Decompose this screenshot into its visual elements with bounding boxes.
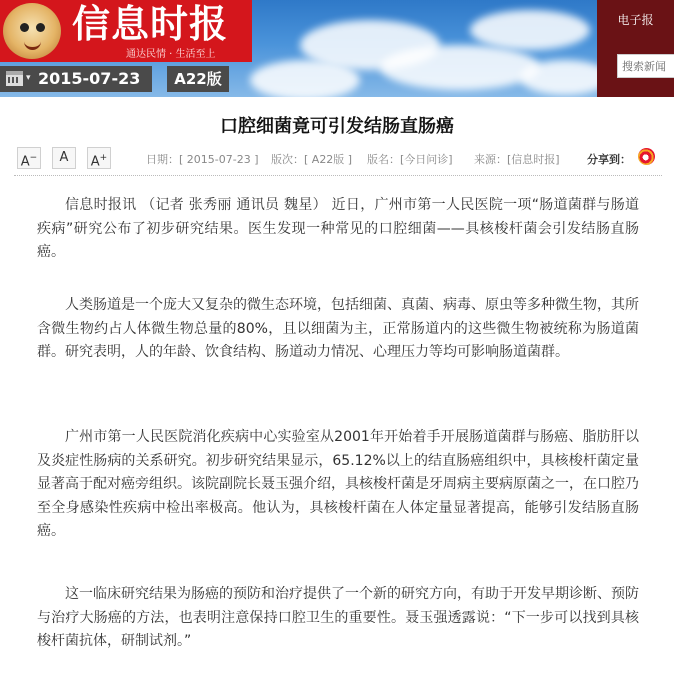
font-normal-button[interactable]: A: [52, 147, 76, 169]
font-decrease-button[interactable]: A−: [17, 147, 41, 169]
calendar-icon: [6, 71, 23, 86]
cloud-decoration: [250, 60, 360, 97]
issue-date: 2015-07-23: [38, 69, 141, 88]
cloud-decoration: [470, 10, 590, 50]
meta-date: 日期：[ 2015-07-23 ]: [146, 153, 259, 166]
font-increase-button[interactable]: A+: [87, 147, 111, 169]
logo-slogan: 通达民情 · 生活至上: [126, 49, 216, 60]
article-paragraph: 广州市第一人民医院消化疾病中心实验室从2001年开始着手开展肠道菌群与肠癌、脂肪肝以及炎症性肠病的关系研究。初步研究结果显示，65.12%以上的结直肠癌组织中，具核梭杆菌定量显著高于配对癌旁组织。该院副院长聂玉强介绍，具核梭杆菌是牙周病主要病原菌之一，在口腔乃至全身感染性疾病中检出率极高。他认为，具核梭杆菌在人体定量显著提高，能够引发结肠直肠癌。: [37, 429, 639, 539]
cloud-decoration: [380, 45, 540, 90]
epaper-link[interactable]: 电子报: [617, 13, 654, 27]
article-paragraph: 这一临床研究结果为肠癌的预防和治疗提供了一个新的研究方向，有助于开发早期诊断、预防与治疗大肠癌的方法，也表明注意保持口腔卫生的重要性。聂玉强透露说：“下一步可以找到具核梭杆菌抗体，研制试剂。”: [37, 586, 639, 649]
article-paragraph: 信息时报讯 （记者 张秀丽 通讯员 魏星） 近日，广州市第一人民医院一项“肠道菌群与肠道疾病”研究公布了初步研究结果。医生发现一种常见的口腔细菌——具核梭杆菌会引发结肠直肠癌。: [37, 197, 639, 260]
meta-section: 版名：[今日问诊]: [367, 153, 453, 166]
share-label: 分享到：: [587, 153, 631, 166]
meta-source: 来源：[信息时报]: [474, 153, 560, 166]
meta-edition: 版次：[ A22版 ]: [271, 153, 353, 166]
search-input[interactable]: [617, 54, 674, 78]
article-paragraph: 人类肠道是一个庞大又复杂的微生态环境，包括细菌、真菌、病毒、原虫等多种微生物，其所含微生物约占人体微生物总量的80%，且以细菌为主，正常肠道内的这些微生物被统称为肠道菌群。研究表明，人的年龄、饮食结构、肠道动力情况、心理压力等均可影响肠道菌群。: [37, 297, 639, 360]
chevron-down-icon: ▾: [26, 73, 31, 83]
date-selector[interactable]: [0, 66, 152, 92]
logo-title: 信息时报: [72, 1, 229, 46]
weibo-icon[interactable]: [638, 148, 655, 165]
mascot-icon: [3, 3, 61, 59]
page-selector[interactable]: A22版: [167, 66, 229, 92]
header-banner: [0, 0, 674, 97]
side-panel: [597, 0, 674, 97]
divider: [14, 175, 662, 176]
article-title: 口腔细菌竟可引发结肠直肠癌: [220, 116, 454, 137]
site-logo[interactable]: [0, 0, 252, 62]
